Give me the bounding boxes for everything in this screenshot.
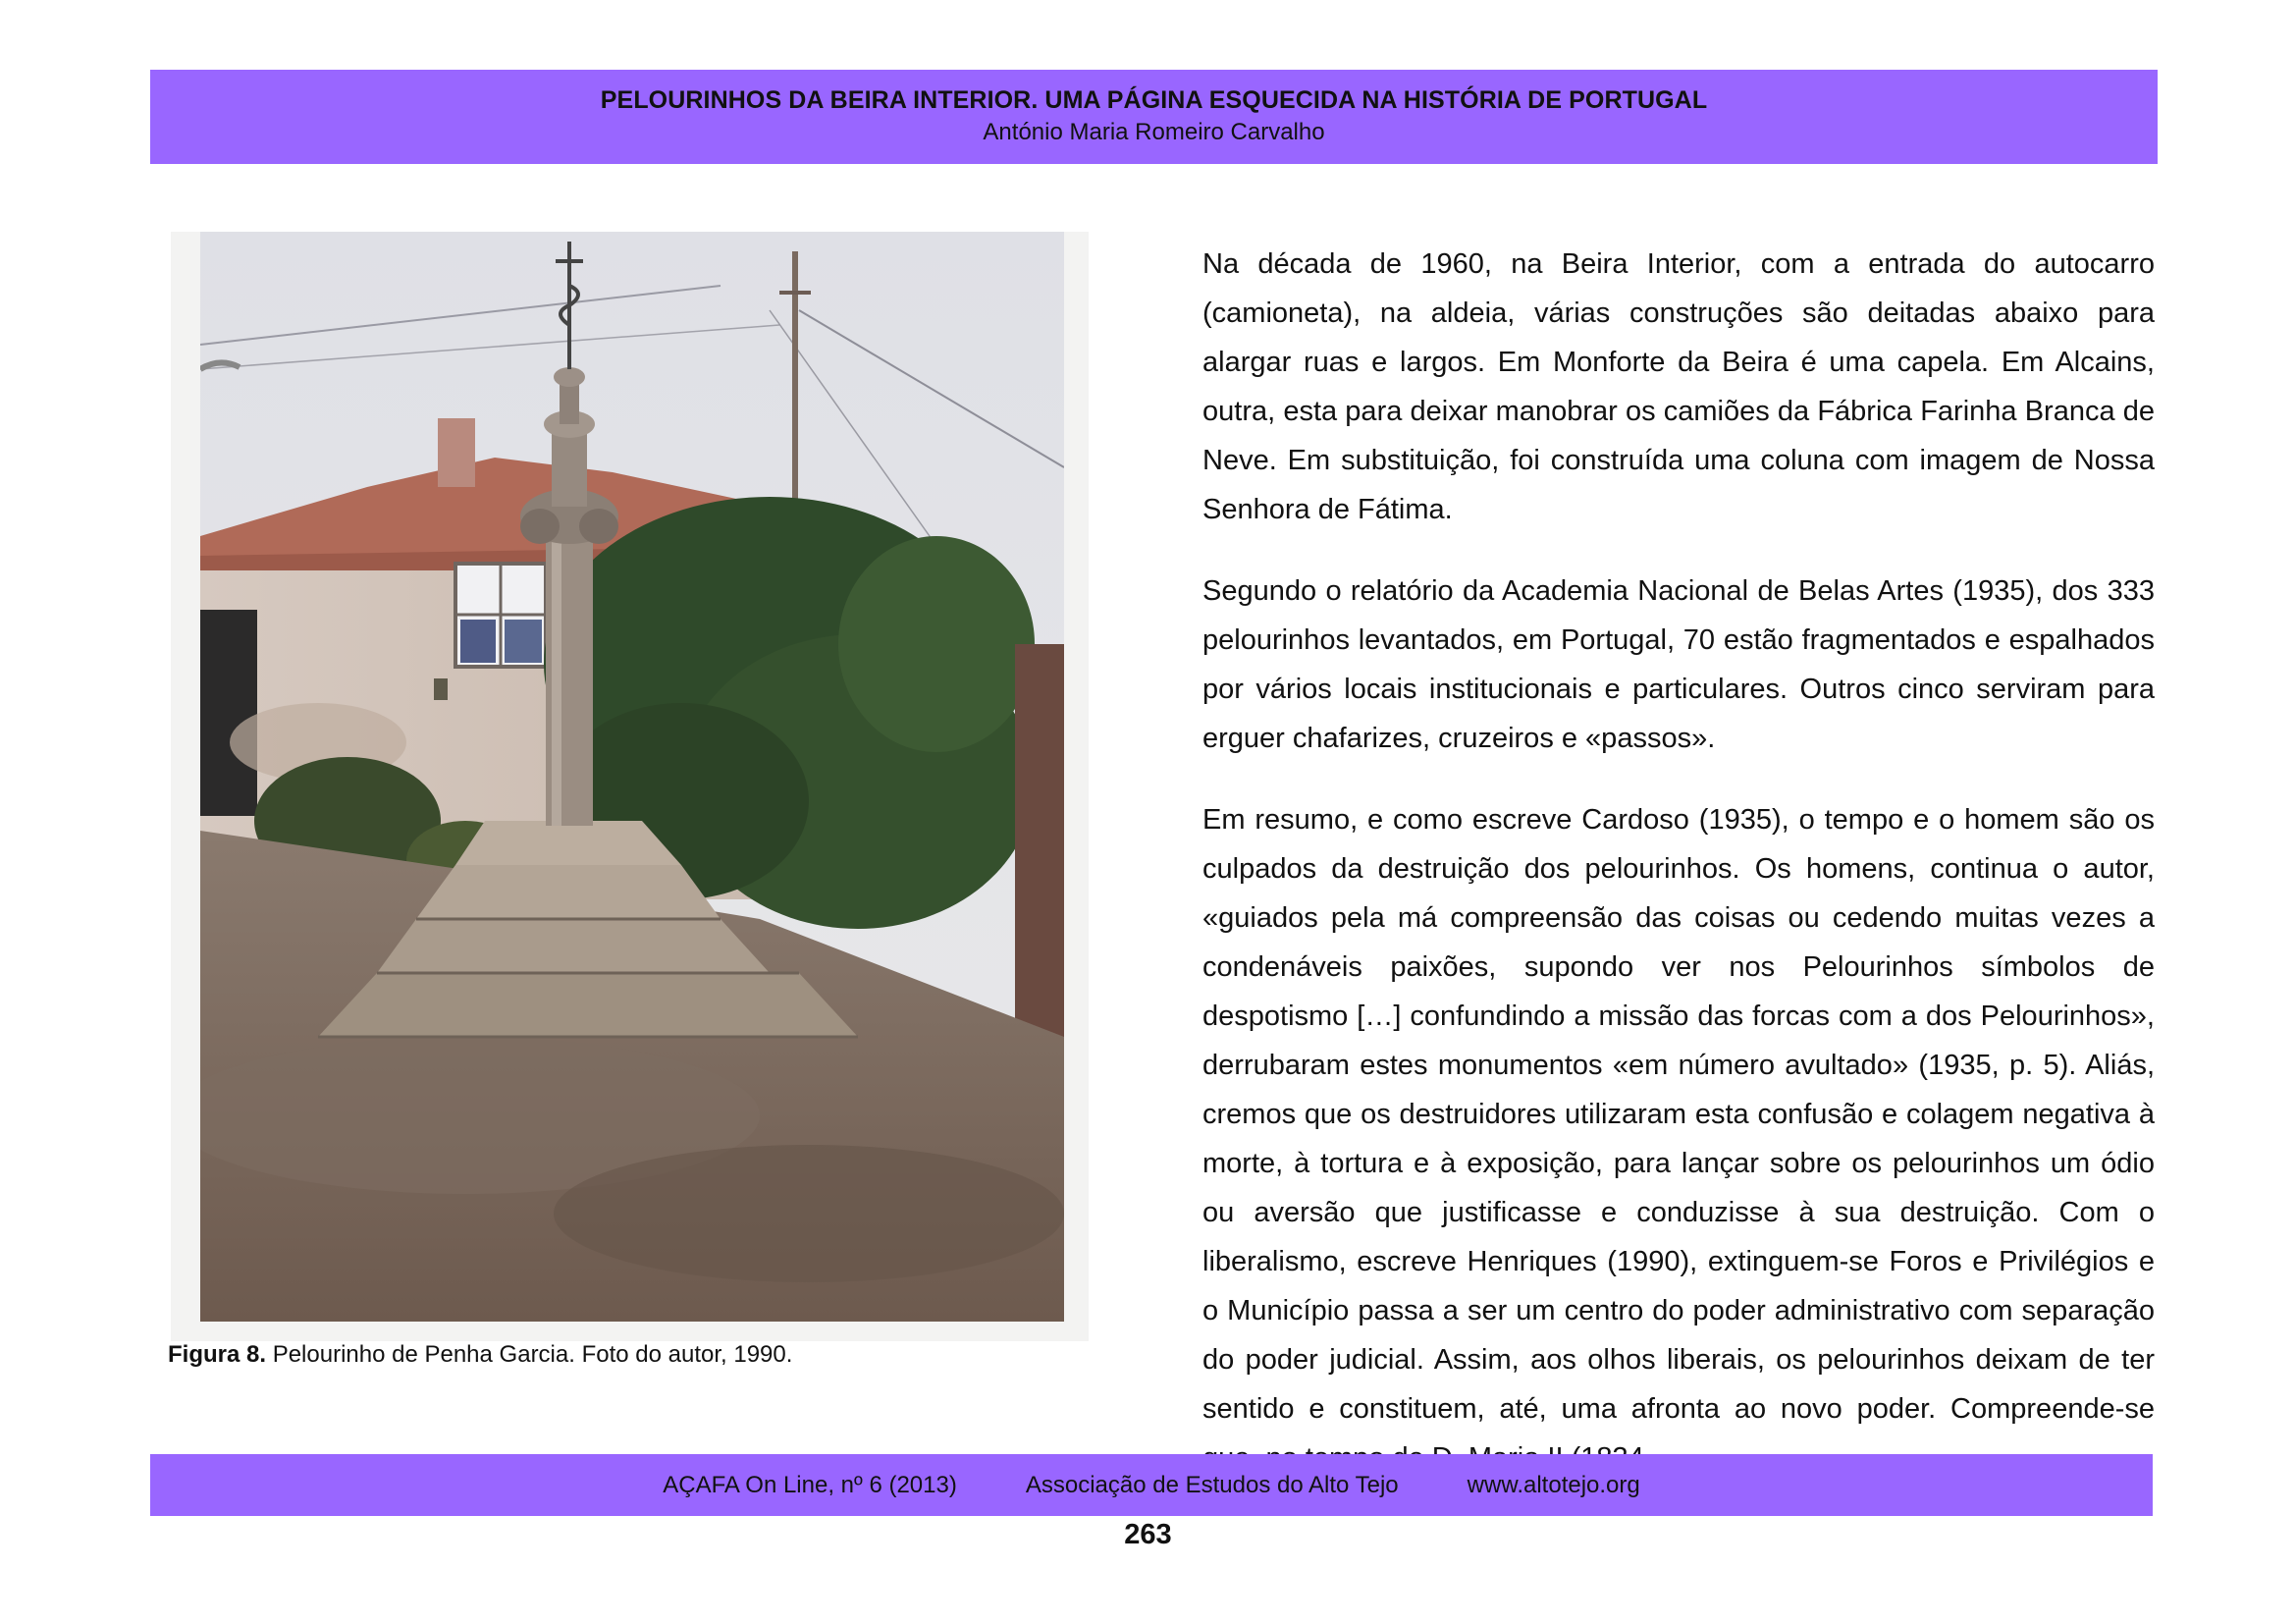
paragraph: Segundo o relatório da Academia Nacional de Belas Artes (1935), dos 333 pelourinhos levantados, em Portugal, 70 estão fragmentados e espalhados por vários locais institucionais e particulares. Outros cinco serviram para erguer chafarizes, cruzeiros e «passos». — [1202, 575, 2155, 754]
footer-association: Associação de Estudos do Alto Tejo — [1025, 1471, 1399, 1498]
running-footer — [150, 1454, 2153, 1516]
footer-website: www.altotejo.org — [1467, 1471, 1640, 1498]
figure-photo — [171, 232, 1089, 1341]
paragraph: Na década de 1960, na Beira Interior, com a entrada do autocarro (camioneta), na aldeia, várias construções são deitadas abaixo para alargar ruas e largos. Em Monforte da Beira é uma capela. Em Alcains, outra, esta para deixar manobrar os camiões da Fábrica Farinha Branca de Neve. Em substituição, foi construída uma coluna com imagem de Nossa Senhora de Fátima. — [1202, 248, 2155, 525]
figure-label: Figura 8. — [168, 1341, 267, 1368]
footer-journal: AÇAFA On Line, nº 6 (2013) — [663, 1471, 957, 1498]
header-title: PELOURINHOS DA BEIRA INTERIOR. UMA PÁGINA ESQUECIDA NA HISTÓRIA DE PORTUGAL — [600, 86, 1708, 114]
running-header — [150, 70, 2158, 164]
figure-caption — [168, 1341, 792, 1369]
page-number: 263 — [1124, 1519, 1172, 1550]
header-author: António Maria Romeiro Carvalho — [983, 119, 1325, 145]
figure-caption-text: Pelourinho de Penha Garcia. Foto do autor, 1990. — [266, 1341, 793, 1368]
paragraph: Em resumo, e como escreve Cardoso (1935), o tempo e o homem são os culpados da destruição dos pelourinhos. Os homens, continua o autor, «guiados pela má compreensão das coisas ou cedendo muitas vezes a condenáveis paixões, supondo ver nos Pelourinhos símbolos de despotismo […] confundindo a missão das forcas com a dos Pelourinhos», derrubaram estes monumentos «em número avultado» (1935, p. 5). Aliás, cremos que os destruidores utilizaram esta confusão e colagem negativa à morte, à tortura e à exposição, para lançar sobre os pelourinhos um ódio ou aversão que justificasse e conduzisse à sua destruição. Com o liberalismo, escreve Henriques (1990), extinguem-se Foros e Privilégios e o Município passa a ser um centro do poder administrativo com separação do poder judicial. Assim, aos olhos liberais, os pelourinhos deixam de ter sentido e constituem, até, uma afronta ao novo poder. Compreende-se — [1202, 804, 2155, 1425]
body-text — [1202, 240, 2155, 1483]
pelourinho-photo-illustration — [171, 232, 1089, 1341]
